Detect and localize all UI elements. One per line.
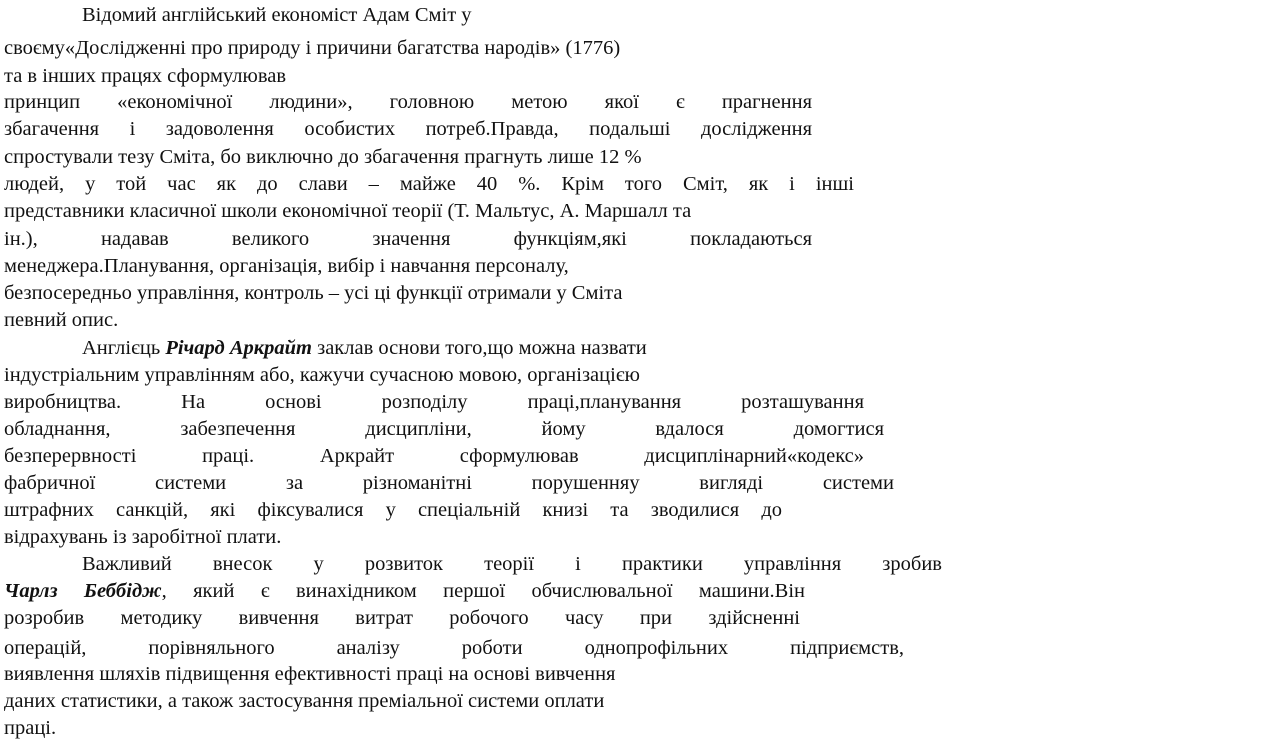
paragraph-1-line-12: певний опис. [4, 309, 119, 331]
paragraph-1-line-1: Відомий англійський економіст Адам Сміт у [82, 4, 472, 26]
paragraph-3-line-1: Важливий внесок у розвиток теорії і практики управління зробив [82, 553, 942, 575]
paragraph-2-line-2: індустріальним управлінням або, кажучи сучасною мовою, організацією [4, 364, 640, 386]
paragraph-2-line-6: фабричної системи за різноманітні порушенняу вигляді системи [4, 472, 894, 494]
paragraph-2-line-3: виробництва. На основі розподілу праці,планування розташування [4, 391, 864, 413]
paragraph-1-line-11: безпосередньо управління, контроль – усі ці функції отримали у Сміта [4, 282, 623, 304]
person-name-babbage: Чарлз Беббідж [4, 580, 162, 602]
paragraph-2-line-5: безперервності праці. Аркрайт сформулював дисциплінарний«кодекс» [4, 445, 864, 467]
paragraph-1-line-4: принцип «економічної людини», головною метою якої є прагнення [4, 91, 812, 113]
person-name-arkwright: Річард Аркрайт [165, 337, 312, 359]
paragraph-1-line-9: ін.), надавав великого значення функціям,які покладаються [4, 228, 812, 250]
paragraph-1-line-7: людей, у той час як до слави – майже 40 %. Крім того Сміт, як і інші [4, 173, 854, 195]
paragraph-1-line-6: спростували тезу Сміта, бо виключно до збагачення прагнуть лише 12 % [4, 146, 642, 168]
paragraph-1-line-5: збагачення і задоволення особистих потреб.Правда, подальші дослідження [4, 118, 812, 140]
paragraph-3-line-4: операцій, порівняльного аналізу роботи однопрофільних підприємств, [4, 637, 904, 659]
paragraph-2-lead-text: Англієць [82, 337, 166, 359]
paragraph-3-line-6: даних статистики, а також застосування преміальної системи оплати [4, 690, 605, 712]
paragraph-2-line-7: штрафних санкцій, які фіксувалися у спеціальній книзі та зводилися до [4, 499, 782, 521]
paragraph-3-line-2 [4, 578, 805, 604]
paragraph-3-line-7: праці. [4, 717, 57, 739]
paragraph-1-line-10: менеджера.Планування, організація, вибір і навчання персоналу, [4, 255, 569, 277]
paragraph-2-line-8: відрахувань із заробітної плати. [4, 526, 282, 548]
paragraph-1-line-3: та в інших працях сформулював [4, 65, 287, 87]
paragraph-2-line-1 [82, 335, 1282, 361]
paragraph-3-line-2-rest: , який є винахідником першої обчислювальної машини.Він [161, 580, 805, 602]
paragraph-3-line-5: виявлення шляхів підвищення ефективності праці на основі вивчення [4, 663, 616, 685]
paragraph-2-line-1-rest: заклав основи того,що можна назвати [311, 337, 647, 359]
paragraph-1-line-8: представники класичної школи економічної теорії (Т. Мальтус, А. Маршалл та [4, 200, 692, 222]
paragraph-2-line-4: обладнання, забезпечення дисципліни, йому вдалося домогтися [4, 418, 884, 440]
paragraph-1-line-2: своєму«Дослідженні про природу і причини багатства народів» (1776) [4, 37, 621, 59]
paragraph-3-line-3: розробив методику вивчення витрат робочого часу при здійсненні [4, 607, 800, 629]
